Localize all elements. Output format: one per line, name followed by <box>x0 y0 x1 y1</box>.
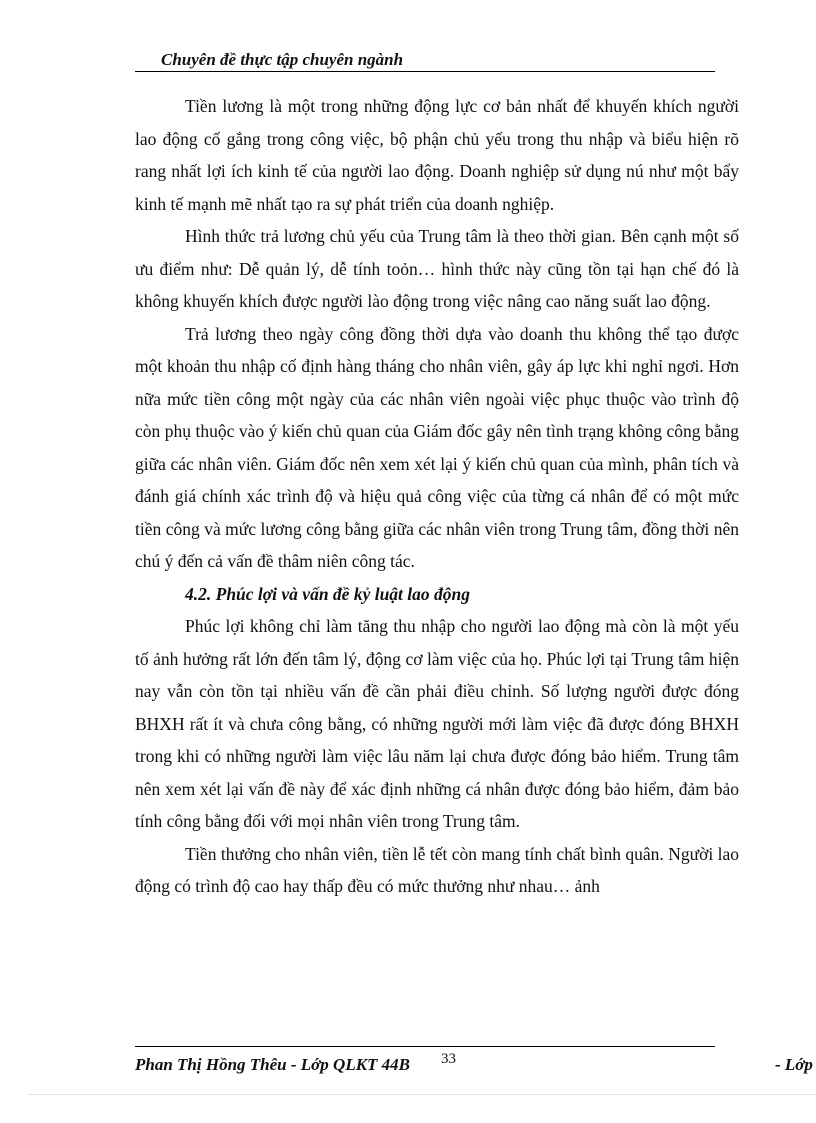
paragraph-4: Phúc lợi không chỉ làm tăng thu nhập cho người lao động mà còn là một yếu tố ảnh hưởng rất lớn đến tâm lý, động cơ làm việc của họ. Phúc lợi tại Trung tâm hiện nay vẫn còn tồn tại nhiều vấn đề cần phải điều chỉnh. Số lượng người được đóng BHXH rất ít và chưa công bằng, có những người mới làm việc đã được đóng BHXH trong khi có những người làm việc lâu năm lại chưa được đóng bảo hiểm. Trung tâm nên xem xét lại vấn đề này để xác định những cá nhân được đóng bảo hiểm, đảm bảo tính công bằng đối với mọi nhân viên trong Trung tâm. <box>135 616 739 831</box>
footer-divider <box>135 1046 715 1047</box>
page-number: 33 <box>441 1051 456 1067</box>
page-header <box>135 49 715 72</box>
paragraph-5: Tiền thưởng cho nhân viên, tiền lễ tết còn mang tính chất bình quân. Người lao động có trình độ cao hay thấp đều có mức thưởng như nhau… ảnh <box>135 843 739 896</box>
paragraph-2: Hình thức trả lương chủ yếu của Trung tâm là theo thời gian. Bên cạnh một số ưu điểm như: Dễ quản lý, dễ tính toỏn… hình thức này cũng tồn tại hạn chế đó là không khuyến khích được người lào động trong việc nâng cao năng suất lao động. <box>135 226 739 311</box>
header-title: Chuyên đề thực tập chuyên ngành <box>161 50 404 69</box>
footer-author: Phan Thị Hồng Thêu - Lớp QLKT 44B <box>135 1055 411 1074</box>
paragraph-1: Tiền lương là một trong những động lực cơ bản nhất để khuyến khích người lao động cố gắng trong công việc, bộ phận chủ yếu trong thu nhập và biểu hiện rõ rang nhất lợi ích kinh tế của người lao động. Doanh nghiệp sử dụng nú như một bẩy kinh tế mạnh mẽ nhất tạo ra sự phát triển của doanh nghiệp. <box>135 96 739 214</box>
page-bottom-border <box>28 1094 816 1095</box>
paragraph-3: Trả lương theo ngày công đồng thời dựa vào doanh thu không thể tạo được một khoản thu nhập cố định hàng tháng cho nhân viên, gây áp lực khi nghỉ ngơi. Hơn nữa mức tiền công một ngày của các nhân viên ngoài việc phục thuộc vào trình độ còn phụ thuộc vào ý kiến chủ quan của Giám đốc gây nên tình trạng không công bằng giữa các nhân viên. Giám đốc nên xem xét lại ý kiến chủ quan của mình, phân tích và đánh giá chính xác trình độ và hiệu quả công việc của từng cá nhân để có một mức tiền công và mức lương công bằng giữa các nhân viên trong Trung tâm, đồng thời nên chú ý đến cả vấn đề thâm niên công tác. <box>135 323 739 571</box>
footer-right-text: - Lớp <box>775 1055 813 1074</box>
section-heading: 4.2. Phúc lợi và vấn đề kỷ luật lao động <box>185 583 471 604</box>
document-body <box>135 90 739 903</box>
